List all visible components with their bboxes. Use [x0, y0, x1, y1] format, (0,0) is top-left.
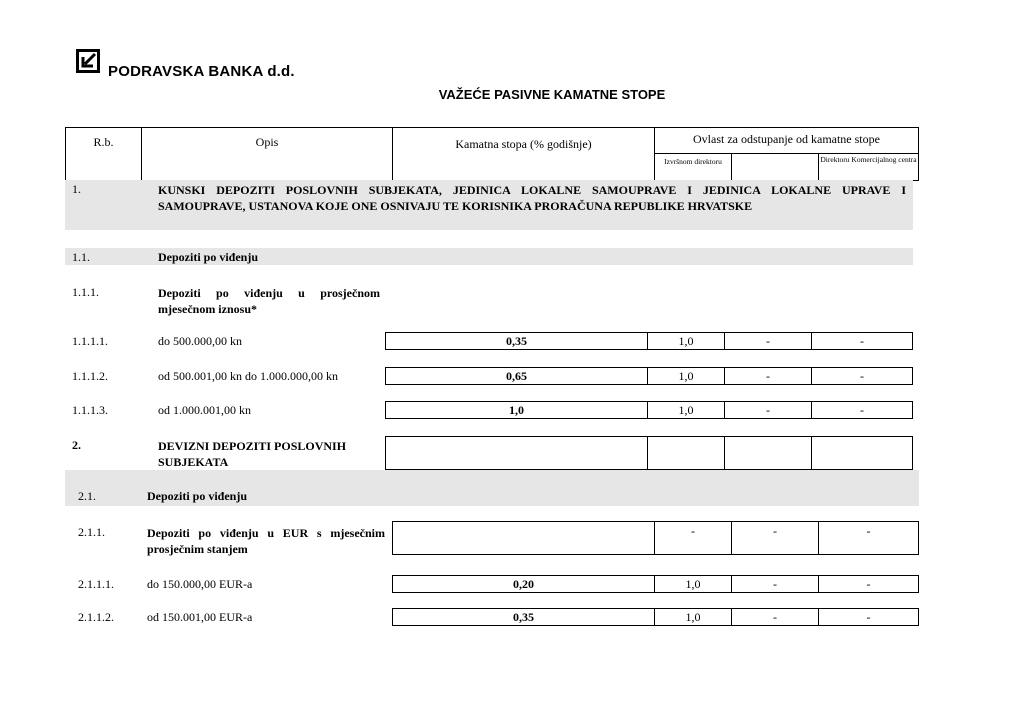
section-2-1-number: 2.1. [78, 489, 96, 503]
section-2-number: 2. [72, 438, 81, 452]
izvrsni-cell: 1,0 [647, 332, 725, 350]
header-rb: R.b. [93, 135, 114, 149]
komercijalni-cell: - [811, 401, 913, 419]
rate-cell: 1,0 [385, 401, 648, 419]
section-2-1-title: Depoziti po viđenju [147, 489, 248, 503]
section-1-1-1-title: Depoziti po viđenju u prosječnom mjesečnom iznosu* [158, 286, 380, 316]
izvrsni-cell: 1,0 [654, 575, 732, 593]
row-number: 2.1.1.1. [78, 577, 114, 591]
section-1-1-number: 1.1. [72, 250, 90, 264]
row-number: 1.1.1.3. [72, 403, 108, 417]
section-1-number: 1. [72, 182, 81, 196]
section-2-rate-cell [385, 436, 648, 470]
empty-cell: - [731, 575, 819, 593]
row-label: do 150.000,00 EUR-a [147, 577, 253, 591]
header-rate: Kamatna stopa (% godišnje) [455, 137, 592, 151]
row-number: 2.1.1.2. [78, 610, 114, 624]
row-label: od 500.001,00 kn do 1.000.000,00 kn [158, 369, 338, 383]
row-label: od 1.000.001,00 kn [158, 403, 251, 417]
empty-cell: - [731, 608, 819, 626]
section-2-spacer-band [65, 470, 919, 486]
rate-cell: 0,65 [385, 367, 648, 385]
section-2-1-1-komercijalni-cell: - [818, 521, 919, 555]
section-2-1-1-empty-cell: - [731, 521, 819, 555]
empty-cell: - [724, 332, 812, 350]
header-opis: Opis [255, 135, 279, 149]
row-number: 1.1.1.2. [72, 369, 108, 383]
header-rate-cell [392, 127, 655, 181]
header-komercijalni: Direktoru Komercijalnog centra [820, 155, 917, 164]
row-number: 1.1.1.1. [72, 334, 108, 348]
section-1-1-1-number: 1.1.1. [72, 285, 99, 299]
section-1-title: KUNSKI DEPOZITI POSLOVNIH SUBJEKATA, JEDINICA LOKALNE SAMOUPRAVE I JEDINICA LOKALNE UPRAVE I SAMOUPRAVE, USTANOVA KOJE ONE OSNIVAJU TE KORISNIKA PRORAČUNA REPUBLIKE HRVATSKE [158, 183, 906, 213]
izvrsni-cell: 1,0 [654, 608, 732, 626]
komercijalni-cell: - [818, 575, 919, 593]
izvrsni-cell: 1,0 [647, 401, 725, 419]
section-2-1-1-title: Depoziti po viđenju u EUR s mjesečnim prosječnim stanjem [147, 526, 385, 556]
header-izvrsni: Izvršnom direktoru [664, 157, 722, 166]
rate-cell: 0,35 [392, 608, 655, 626]
komercijalni-cell: - [818, 608, 919, 626]
izvrsni-cell: 1,0 [647, 367, 725, 385]
section-2-empty-cell [724, 436, 812, 470]
komercijalni-cell: - [811, 332, 913, 350]
header-empty-cell [731, 153, 819, 181]
komercijalni-cell: - [811, 367, 913, 385]
bank-name: PODRAVSKA BANKA d.d. [108, 63, 295, 80]
document-title: VAŽEĆE PASIVNE KAMATNE STOPE [438, 87, 666, 102]
row-label: od 150.001,00 EUR-a [147, 610, 253, 624]
empty-cell: - [724, 401, 812, 419]
section-2-komercijalni-cell [811, 436, 913, 470]
header-ovlast: Ovlast za odstupanje od kamatne stope [693, 132, 880, 146]
rate-cell: 0,35 [385, 332, 648, 350]
section-2-title: DEVIZNI DEPOZITI POSLOVNIH SUBJEKATA [158, 439, 347, 469]
bank-logo-icon [76, 49, 100, 73]
rate-cell: 0,20 [392, 575, 655, 593]
empty-cell: - [724, 367, 812, 385]
section-2-1-1-izvrsni-cell: - [654, 521, 732, 555]
section-2-izvrsni-cell [647, 436, 725, 470]
section-2-1-1-rate-cell [392, 521, 655, 555]
section-2-1-1-number: 2.1.1. [78, 525, 105, 539]
row-label: do 500.000,00 kn [158, 334, 242, 348]
section-1-1-title: Depoziti po viđenju [158, 250, 259, 264]
